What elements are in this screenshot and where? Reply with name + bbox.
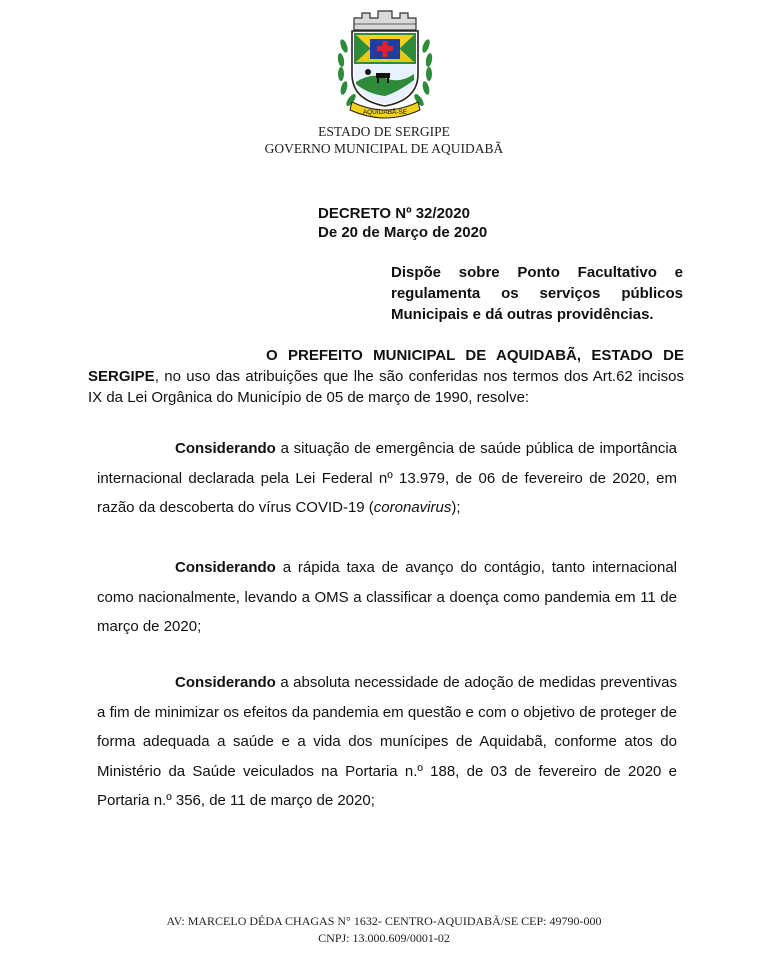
consideration-paragraph bbox=[97, 668, 677, 816]
footer-address: AV: MARCELO DÉDA CHAGAS N° 1632- CENTRO-AQUIDABÃ/SE CEP: 49790-000 bbox=[166, 914, 602, 928]
consideration-text: a situação de emergência de saúde pública de importância internacional declarada pela Lei Federal nº 13.979, de 06 de fevereiro de 2020, em razão da descoberta do vírus COVID-19 ( bbox=[97, 440, 677, 516]
consideration-lead: Considerando bbox=[175, 440, 276, 457]
crown-icon bbox=[354, 11, 416, 30]
consideration-text: a absoluta necessidade de adoção de medidas preventivas a fim de minimizar os efeitos da pandemia em questão e com o objetivo de proteger de forma adequada a saúde e a vida dos munícipes de Aquidabã, conforme atos do Ministério da Saúde veiculados na Portaria n.º 188, de 03 de fevereiro de 2020 e Portaria n.º 356, de 11 de março de 2020; bbox=[97, 674, 677, 809]
consideration-lead: Considerando bbox=[175, 674, 276, 691]
crest-banner-text: AQUIDABÃ-SE bbox=[362, 109, 408, 116]
municipal-crest-icon bbox=[332, 6, 438, 122]
preamble-text: , no uso das atribuições que lhe são conferidas nos termos dos Art.62 incisos IX da Lei Orgânica do Município de 05 de março de 1990, resolve: bbox=[88, 368, 684, 406]
consideration-paragraph bbox=[97, 434, 677, 523]
decree-summary: Dispõe sobre Ponto Facultativo e regulamenta os serviços públicos Municipais e dá outras providências. bbox=[391, 264, 683, 323]
shield-icon bbox=[352, 31, 418, 106]
state-name: ESTADO DE SERGIPE bbox=[318, 124, 450, 139]
preamble-authority: O PREFEITO MUNICIPAL DE AQUIDABÃ, ESTADO DE SERGIPE bbox=[88, 347, 684, 385]
consideration-italic-term: coronavirus bbox=[373, 499, 452, 516]
consideration-lead: Considerando bbox=[175, 559, 276, 576]
consideration-text: a rápida taxa de avanço do contágio, tanto internacional como nacionalmente, levando a OMS a classificar a doença como pandemia em 11 de março de 2020; bbox=[97, 559, 677, 635]
government-name: GOVERNO MUNICIPAL DE AQUIDABÃ bbox=[264, 141, 504, 156]
preamble-paragraph bbox=[88, 345, 684, 408]
consideration-tail: ); bbox=[451, 499, 461, 516]
decree-number: DECRETO Nº 32/2020 bbox=[318, 205, 470, 222]
decree-date: De 20 de Março de 2020 bbox=[318, 224, 488, 241]
footer-cnpj: CNPJ: 13.000.609/0001-02 bbox=[318, 931, 450, 945]
consideration-paragraph bbox=[97, 553, 677, 642]
